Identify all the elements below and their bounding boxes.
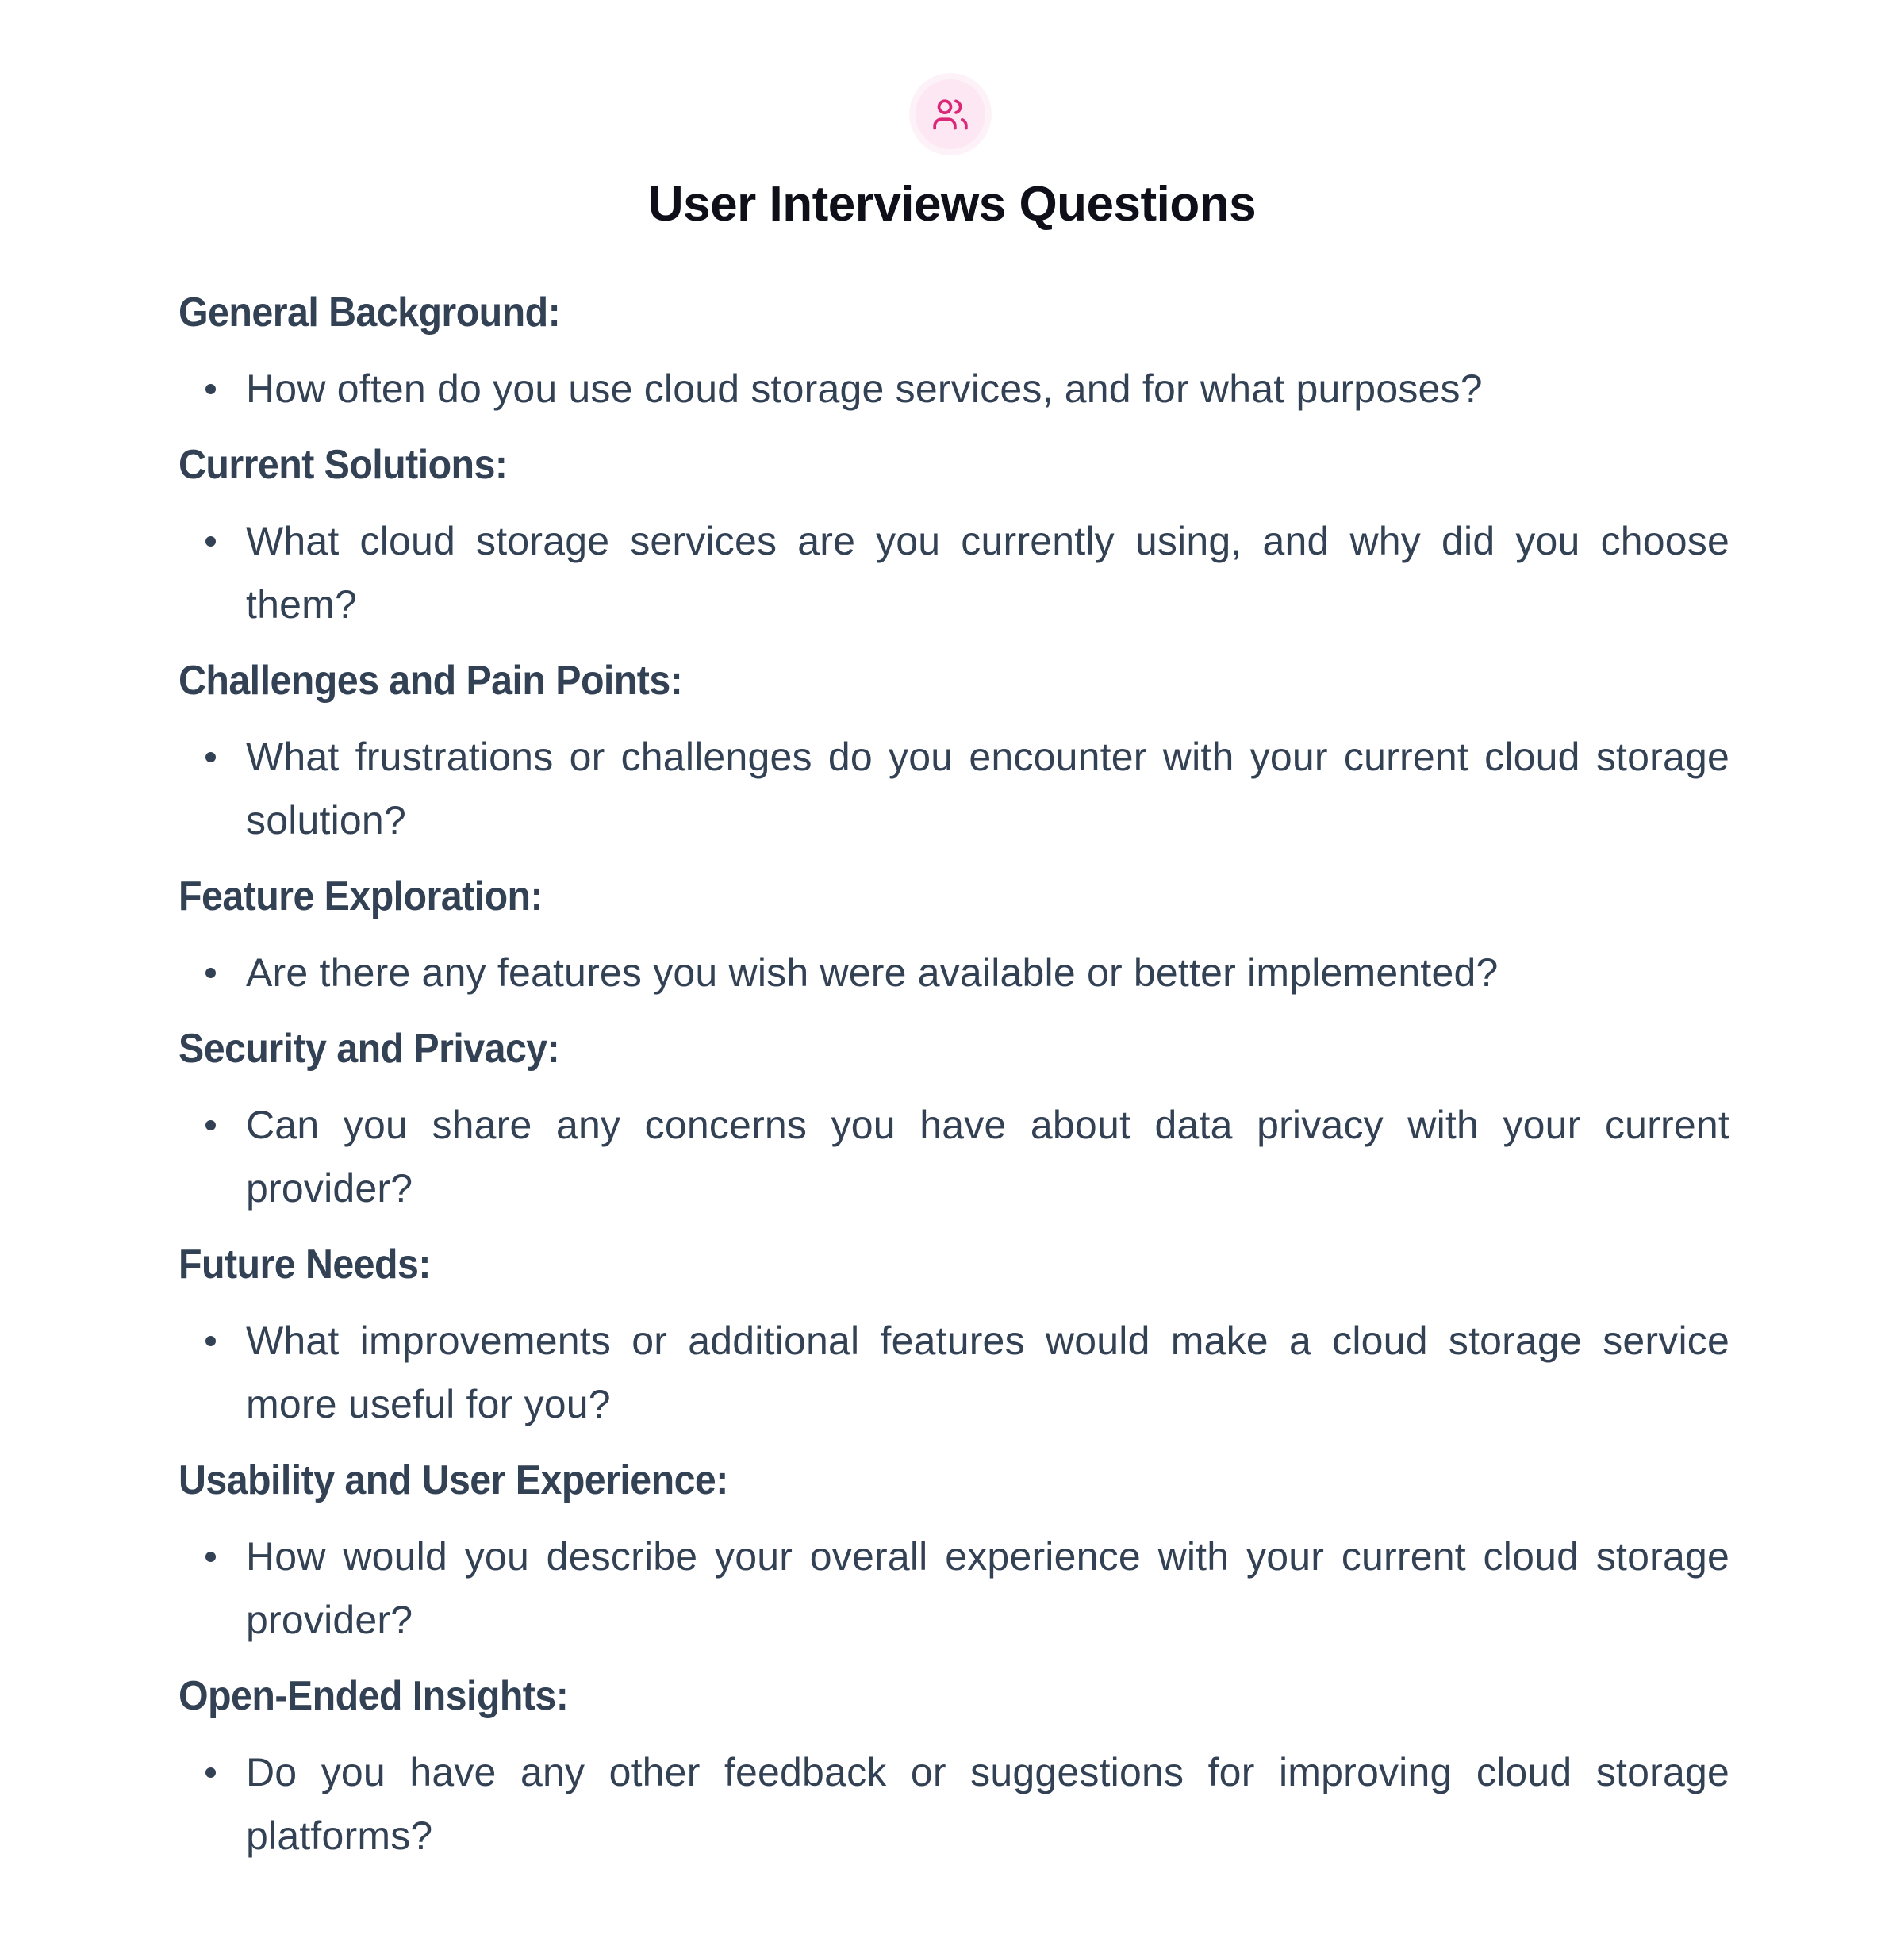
question-items (178, 1525, 1729, 1652)
question-text: Are there any features you wish were available or better implemented? (246, 950, 1499, 995)
section-general-background (178, 281, 1729, 420)
question-text: What frustrations or challenges do you encounter with your current cloud storage solution? (246, 735, 1729, 842)
bullet-icon (205, 752, 216, 762)
bullet-icon (205, 1552, 216, 1562)
header-icon-circle (916, 79, 985, 149)
section-heading: Current Solutions: (178, 442, 508, 488)
page-title: User Interviews Questions (647, 177, 1257, 232)
section-security-privacy (178, 1017, 1729, 1220)
question-text: What cloud storage services are you currently using, and why did you choose them? (246, 519, 1729, 627)
question-text: How often do you use cloud storage services, and for what purposes? (246, 367, 1483, 411)
question-item (178, 1525, 1729, 1652)
question-items (178, 1741, 1729, 1867)
section-heading: General Background: (178, 290, 561, 336)
question-list (178, 281, 1729, 1880)
header-icon-badge (909, 73, 992, 155)
section-heading: Challenges and Pain Points: (178, 658, 683, 704)
question-item (178, 1093, 1729, 1220)
section-feature-exploration (178, 865, 1729, 1004)
question-item (178, 509, 1729, 636)
question-items (178, 1093, 1729, 1220)
question-items (178, 357, 1729, 420)
question-item (178, 941, 1729, 1004)
question-item (178, 1309, 1729, 1436)
question-item (178, 1741, 1729, 1867)
section-heading: Security and Privacy: (178, 1026, 560, 1072)
question-items (178, 941, 1729, 1004)
bullet-icon (205, 384, 216, 394)
users-icon (928, 92, 973, 136)
section-heading: Feature Exploration: (178, 873, 543, 919)
section-current-solutions (178, 433, 1729, 636)
question-item (178, 357, 1729, 420)
section-heading: Usability and User Experience: (178, 1457, 728, 1503)
question-items (178, 509, 1729, 636)
section-heading: Open-Ended Insights: (178, 1673, 569, 1719)
section-challenges-pain-points (178, 649, 1729, 852)
question-item (178, 725, 1729, 852)
bullet-icon (205, 1336, 216, 1346)
bullet-icon (205, 1120, 216, 1130)
bullet-icon (205, 536, 216, 547)
section-heading: Future Needs: (178, 1242, 431, 1288)
bullet-icon (205, 1767, 216, 1778)
question-items (178, 1309, 1729, 1436)
section-usability-ux (178, 1449, 1729, 1652)
bullet-icon (205, 968, 216, 978)
question-items (178, 725, 1729, 852)
section-future-needs (178, 1233, 1729, 1436)
question-text: Can you share any concerns you have about data privacy with your current provider? (246, 1103, 1729, 1211)
section-open-ended-insights (178, 1664, 1729, 1867)
question-text: How would you describe your overall experience with your current cloud storage provider? (246, 1534, 1729, 1642)
question-text: Do you have any other feedback or suggestions for improving cloud storage platforms? (246, 1750, 1729, 1858)
question-text: What improvements or additional features would make a cloud storage service more useful for you? (246, 1318, 1729, 1426)
